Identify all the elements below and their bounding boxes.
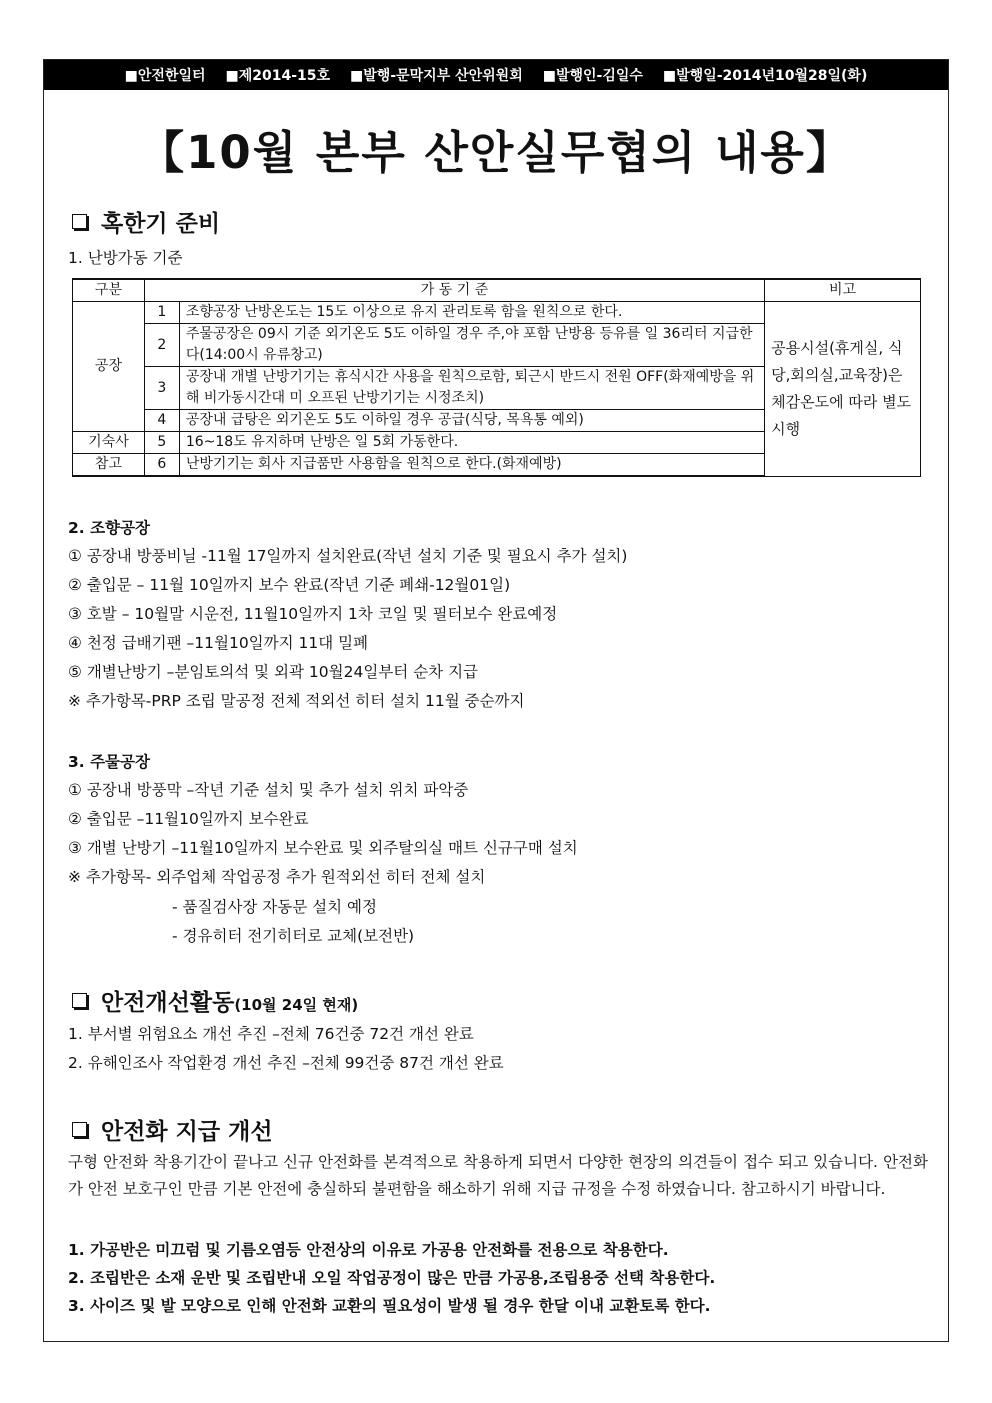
list-item: ③ 호발 – 10월말 시운전, 11월10일까지 1차 코일 및 필터보수 완료예정 [68, 605, 558, 623]
list-item: ① 공장내 방풍비닐 -11월 17일까지 설치완료(작년 설치 기준 및 필요시 추가 설치) [68, 547, 628, 565]
masthead-issue: ■제2014-15호 [225, 68, 331, 84]
list-item: ④ 천정 급배기팬 –11월10일까지 11대 밀폐 [68, 634, 369, 652]
checkbox-bullet-icon [72, 1122, 87, 1137]
list-item: ① 공장내 방풍막 –작년 기준 설치 및 추가 설치 위치 파악중 [68, 781, 469, 799]
subheading-casting-factory: 3. 주물공장 [68, 753, 150, 771]
list-item: ③ 개별 난방기 –11월10일까지 보수완료 및 외주탈의실 매트 신규구매 설치 [68, 839, 578, 857]
row-number: 3 [144, 367, 179, 410]
list-item: ② 출입문 –11월10일까지 보수완료 [68, 810, 309, 828]
remarks-note: 공용시설(휴게실, 식당,회의실,교육장)은체감온도에 따라 별도시행 [765, 302, 921, 477]
row-text: 공장내 개별 난방기기는 휴식시간 사용을 원칙으로함, 퇴근시 반드시 전원 OFF(화재예방을 위해 비가동시간대 미 오프된 난방기기는 시정조치) [179, 367, 764, 410]
masthead-publisher: ■발행-문막지부 산안위원회 [350, 68, 523, 84]
section-heading-safety-improvement [72, 984, 358, 1017]
checkbox-bullet-icon [72, 993, 87, 1008]
newsletter-page [43, 59, 949, 1342]
row-text: 주물공장은 09시 기준 외기온도 5도 이하일 경우 주,야 포함 난방용 등유를 일 36리터 지급한다(14:00시 유류창고) [179, 324, 764, 367]
intro-paragraph: 구형 안전화 착용기간이 끝나고 신규 안전화를 본격적으로 착용하게 되면서 다양한 현장의 의견들이 접수 되고 있습니다. 안전화가 안전 보호구인 만큼 기본 안전에 충실하되 불편함을 해소하기 위해 지급 규정을 수정 하였습니다. 참고하시기 바랍니다. [68, 1153, 928, 1198]
group-reference: 참고 [73, 454, 145, 477]
section-heading-winter [72, 205, 220, 238]
header-criteria: 가 동 기 준 [144, 279, 764, 302]
group-factory: 공장 [73, 302, 145, 432]
section-heading-text: 안전개선활동 [101, 990, 235, 1016]
masthead-name: ■안전한일터 [124, 68, 206, 84]
heating-criteria-table [72, 278, 921, 477]
list-item: 1. 부서별 위험요소 개선 추진 –전체 76건중 72건 개선 완료 [68, 1025, 474, 1043]
subheading-heating-criteria: 1. 난방가동 기준 [68, 249, 183, 267]
list-item: ※ 추가항목-PRP 조립 말공정 전체 적외선 히터 설치 11월 중순까지 [68, 692, 525, 710]
masthead-banner [44, 60, 948, 90]
row-number: 5 [144, 432, 179, 454]
section-heading-safety-shoes [72, 1113, 273, 1146]
list-item: ② 출입문 – 11월 10일까지 보수 완료(작년 기준 폐쇄-12월01일) [68, 576, 511, 594]
subheading-steering-factory: 2. 조향공장 [68, 519, 150, 537]
list-item: 3. 사이즈 및 발 모양으로 인해 안전화 교환의 필요성이 발생 될 경우 한달 이내 교환토록 한다. [68, 1297, 711, 1315]
masthead-date: ■발행일-2014년10월28일(화) [662, 68, 868, 84]
row-text: 조향공장 난방온도는 15도 이상으로 유지 관리토록 함을 원칙으로 한다. [179, 302, 764, 324]
row-text: 공장내 급탕은 외기온도 5도 이하일 경우 공급(식당, 목욕통 예외) [179, 410, 764, 432]
list-item: 2. 조립반은 소재 운반 및 조립반내 오일 작업공정이 많은 만큼 가공용,조립용중 선택 착용한다. [68, 1269, 716, 1287]
header-category: 구분 [73, 279, 145, 302]
section-heading-text: 안전화 지급 개선 [101, 1119, 273, 1145]
masthead-issuer: ■발행인-김일수 [542, 68, 643, 84]
table-header-row [73, 279, 921, 302]
page-title: 【10월 본부 산안실무협의 내용】 [139, 126, 853, 179]
checkbox-bullet-icon [72, 214, 87, 229]
row-number: 2 [144, 324, 179, 367]
list-item: ⑤ 개별난방기 –분임토의석 및 외곽 10월24일부터 순차 지급 [68, 663, 479, 681]
row-number: 1 [144, 302, 179, 324]
row-text: 난방기기는 회사 지급품만 사용함을 원칙으로 한다.(화재예방) [179, 454, 764, 477]
list-item: ※ 추가항목- 외주업체 작업공정 추가 원적외선 히터 전체 설치 [68, 868, 486, 886]
list-item: 2. 유해인조사 작업환경 개선 추진 –전체 99건중 87건 개선 완료 [68, 1054, 504, 1072]
row-text: 16~18도 유지하며 난방은 일 5회 가동한다. [179, 432, 764, 454]
header-remarks: 비고 [765, 279, 921, 302]
row-number: 4 [144, 410, 179, 432]
row-number: 6 [144, 454, 179, 477]
section-heading-text: 혹한기 준비 [101, 211, 221, 237]
list-subitem: - 경유히터 전기히터로 교체(보전반) [172, 927, 415, 945]
list-subitem: - 품질검사장 자동문 설치 예정 [172, 898, 377, 916]
list-item: 1. 가공반은 미끄럼 및 기름오염등 안전상의 이유로 가공용 안전화를 전용으로 착용한다. [68, 1241, 669, 1259]
group-dormitory: 기숙사 [73, 432, 145, 454]
table-row [73, 302, 921, 324]
section-heading-note: (10월 24일 현재) [234, 996, 359, 1014]
